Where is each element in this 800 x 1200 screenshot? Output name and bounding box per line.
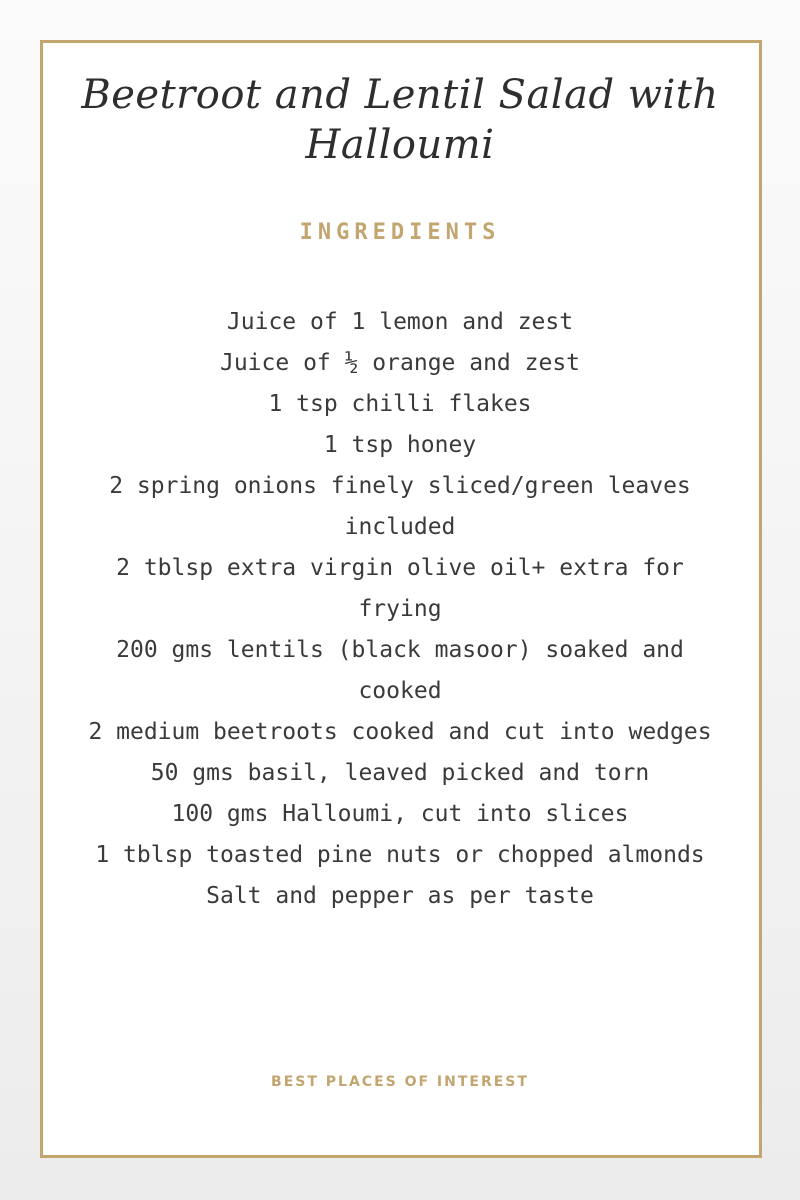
ingredient-item: 200 gms lentils (black masoor) soaked and cooked [116,637,684,704]
ingredient-item: 2 tblsp extra virgin olive oil+ extra for frying [116,555,684,622]
recipe-title [0,70,800,170]
ingredient-item: 1 tsp honey [323,432,477,458]
ingredient-item: 2 medium beetroots cooked and cut into wedges [88,719,712,745]
title-line-2: Halloumi [305,122,495,168]
ingredients-list [70,302,730,917]
ingredient-item: Juice of 1 lemon and zest [226,309,574,335]
ingredients-heading: INGREDIENTS [299,220,501,245]
ingredient-item: 1 tsp chilli flakes [268,391,532,417]
ingredient-item: 100 gms Halloumi, cut into slices [171,801,629,827]
ingredient-item: 1 tblsp toasted pine nuts or chopped almonds [95,842,705,868]
ingredient-item: 2 spring onions finely sliced/green leaves included [109,473,691,540]
title-line-1: Beetroot and Lentil Salad with [81,72,719,118]
ingredient-item: 50 gms basil, leaved picked and torn [150,760,650,786]
ingredient-item: Salt and pepper as per taste [206,883,594,909]
footer-caption: BEST PLACES OF INTEREST [271,1074,529,1090]
ingredient-item: Juice of ½ orange and zest [219,350,581,376]
